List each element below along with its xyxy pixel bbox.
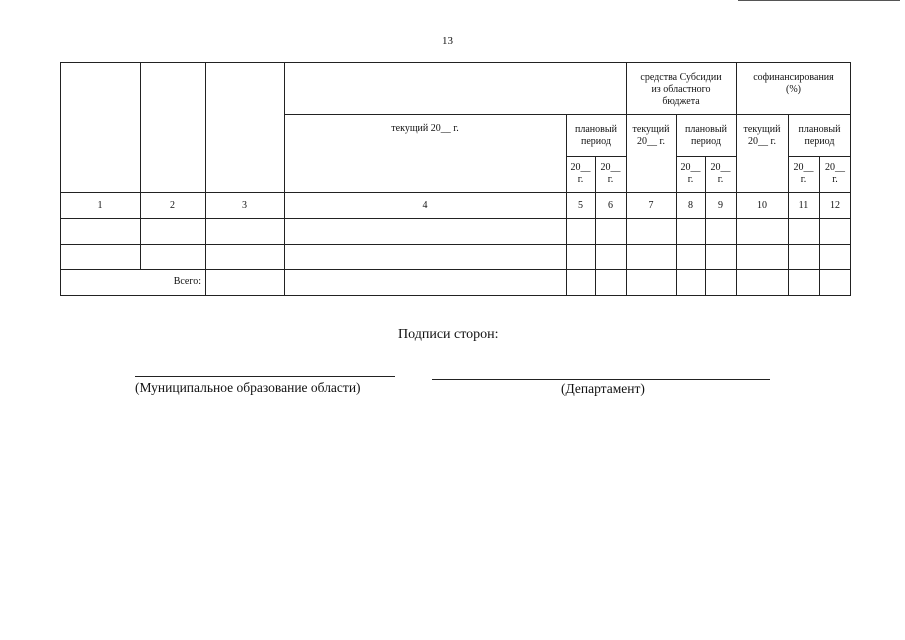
column-number-7: 7 xyxy=(648,199,654,211)
table-border-left xyxy=(60,62,61,296)
right-signature-line xyxy=(432,379,770,380)
cofinancing-planned-period-header: плановый период xyxy=(798,124,841,147)
signatures-title: Подписи сторон: xyxy=(398,327,499,342)
right-signature-label: (Департамент) xyxy=(561,381,645,396)
column-number-8: 8 xyxy=(688,199,693,211)
column-number-2: 2 xyxy=(170,199,175,211)
column-number-12: 12 xyxy=(830,199,840,211)
top-edge-line xyxy=(738,0,900,1)
table-line xyxy=(140,62,141,269)
column-number-5: 5 xyxy=(578,199,583,211)
subsidy-current-year-header: текущий 20__ г. xyxy=(632,124,670,147)
column-number-10: 10 xyxy=(757,199,767,211)
year-20-header: 20__ г. xyxy=(570,162,591,185)
table-line xyxy=(566,156,626,157)
table-line xyxy=(284,62,285,296)
column-number-4: 4 xyxy=(422,199,428,211)
table-border-top xyxy=(60,62,851,63)
cofinancing-current-year-header: текущий 20__ г. xyxy=(743,124,781,147)
table-line xyxy=(60,269,851,270)
column-number-1: 1 xyxy=(97,199,103,211)
year-20-header: 20__ г. xyxy=(680,162,701,185)
column-number-6: 6 xyxy=(608,199,613,211)
table-line xyxy=(676,156,736,157)
left-signature-label: (Муниципальное образование области) xyxy=(135,380,361,395)
cofinancing-group-header: софинансирования (%) xyxy=(753,72,834,95)
column-number-9: 9 xyxy=(718,199,723,211)
subsidy-table xyxy=(60,62,851,296)
year-20-header: 20__ г. xyxy=(600,162,621,185)
table-line xyxy=(284,114,851,115)
subsidy-planned-period-header: плановый период xyxy=(685,124,727,147)
table-border-bottom xyxy=(60,295,851,296)
year-20-header: 20__ г. xyxy=(793,162,814,185)
table-line xyxy=(60,218,851,219)
year-20-header: 20__ г. xyxy=(710,162,731,185)
left-signature-line xyxy=(135,376,395,377)
total-label: Всего: xyxy=(173,276,201,287)
column-number-3: 3 xyxy=(242,199,247,211)
table-line xyxy=(60,244,851,245)
subsidy-group-header: средства Субсидии из областного бюджета xyxy=(640,72,722,107)
year-20-header: 20__ г. xyxy=(825,162,845,185)
column-number-11: 11 xyxy=(798,199,809,211)
planned-period-header: плановый период xyxy=(575,124,617,147)
current-year-main-header: текущий 20__ г. xyxy=(391,123,459,134)
table-line xyxy=(205,62,206,296)
page-number: 13 xyxy=(442,35,453,47)
